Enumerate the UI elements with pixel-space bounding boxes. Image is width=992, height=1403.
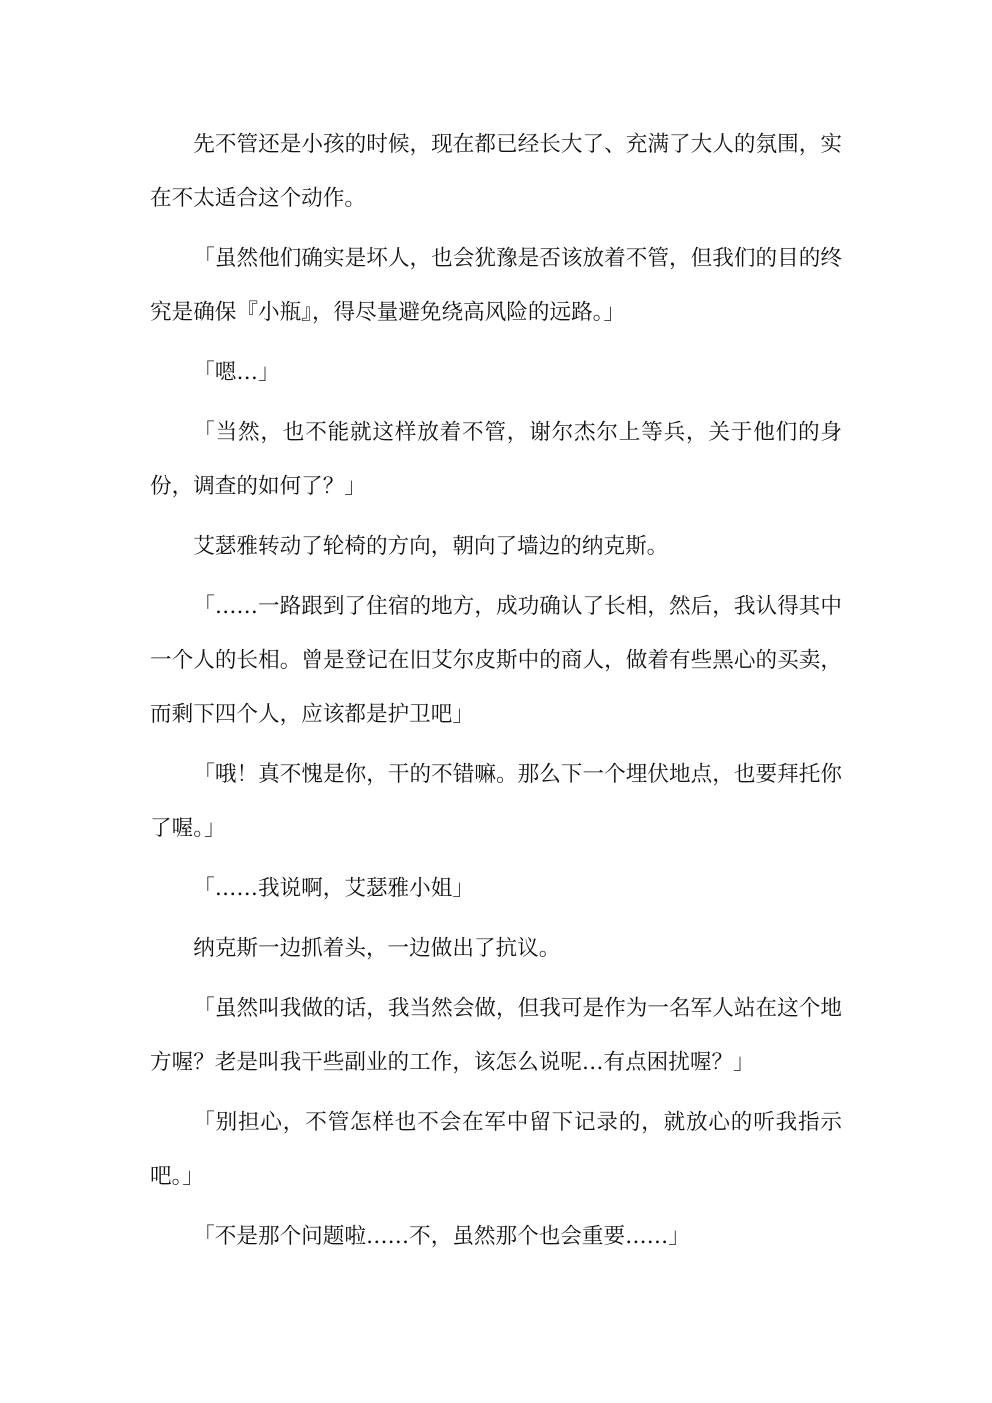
paragraph: 「不是那个问题啦……不，虽然那个也会重要……」 [193, 1224, 690, 1249]
paragraph: 「……一路跟到了住宿的地方，成功确认了长相，然后，我认得其中一个人的长相。曾是登记在旧艾尔皮斯中的商人，做着有些黑心的买卖，而剩下四个人，应该都是护卫吧」 [150, 594, 842, 727]
paragraph: 艾瑟雅转动了轮椅的方向，朝向了墙边的纳克斯。 [193, 534, 669, 559]
paragraph: 纳克斯一边抓着头，一边做出了抗议。 [193, 936, 561, 961]
paragraph: 「虽然他们确实是坏人，也会犹豫是否该放着不管，但我们的目的终究是确保『小瓶』，得尽量避免绕高风险的远路。」 [150, 246, 842, 325]
paragraph: 「虽然叫我做的话，我当然会做，但我可是作为一名军人站在这个地方喔？老是叫我干些副业的工作，该怎么说呢…有点困扰喔？」 [150, 996, 842, 1075]
paragraph: 「嗯…」 [193, 360, 280, 385]
document-page [150, 118, 842, 1270]
paragraph: 「当然，也不能就这样放着不管，谢尔杰尔上等兵，关于他们的身份，调查的如何了？」 [150, 420, 842, 499]
paragraph: 「……我说啊，艾瑟雅小姐」 [193, 876, 474, 901]
paragraph: 「别担心，不管怎样也不会在军中留下记录的，就放心的听我指示吧。」 [150, 1110, 842, 1189]
paragraph: 「哦！真不愧是你，干的不错嘛。那么下一个埋伏地点，也要拜托你了喔。」 [150, 762, 842, 841]
paragraph: 先不管还是小孩的时候，现在都已经长大了、充满了大人的氛围，实在不太适合这个动作。 [150, 132, 842, 211]
